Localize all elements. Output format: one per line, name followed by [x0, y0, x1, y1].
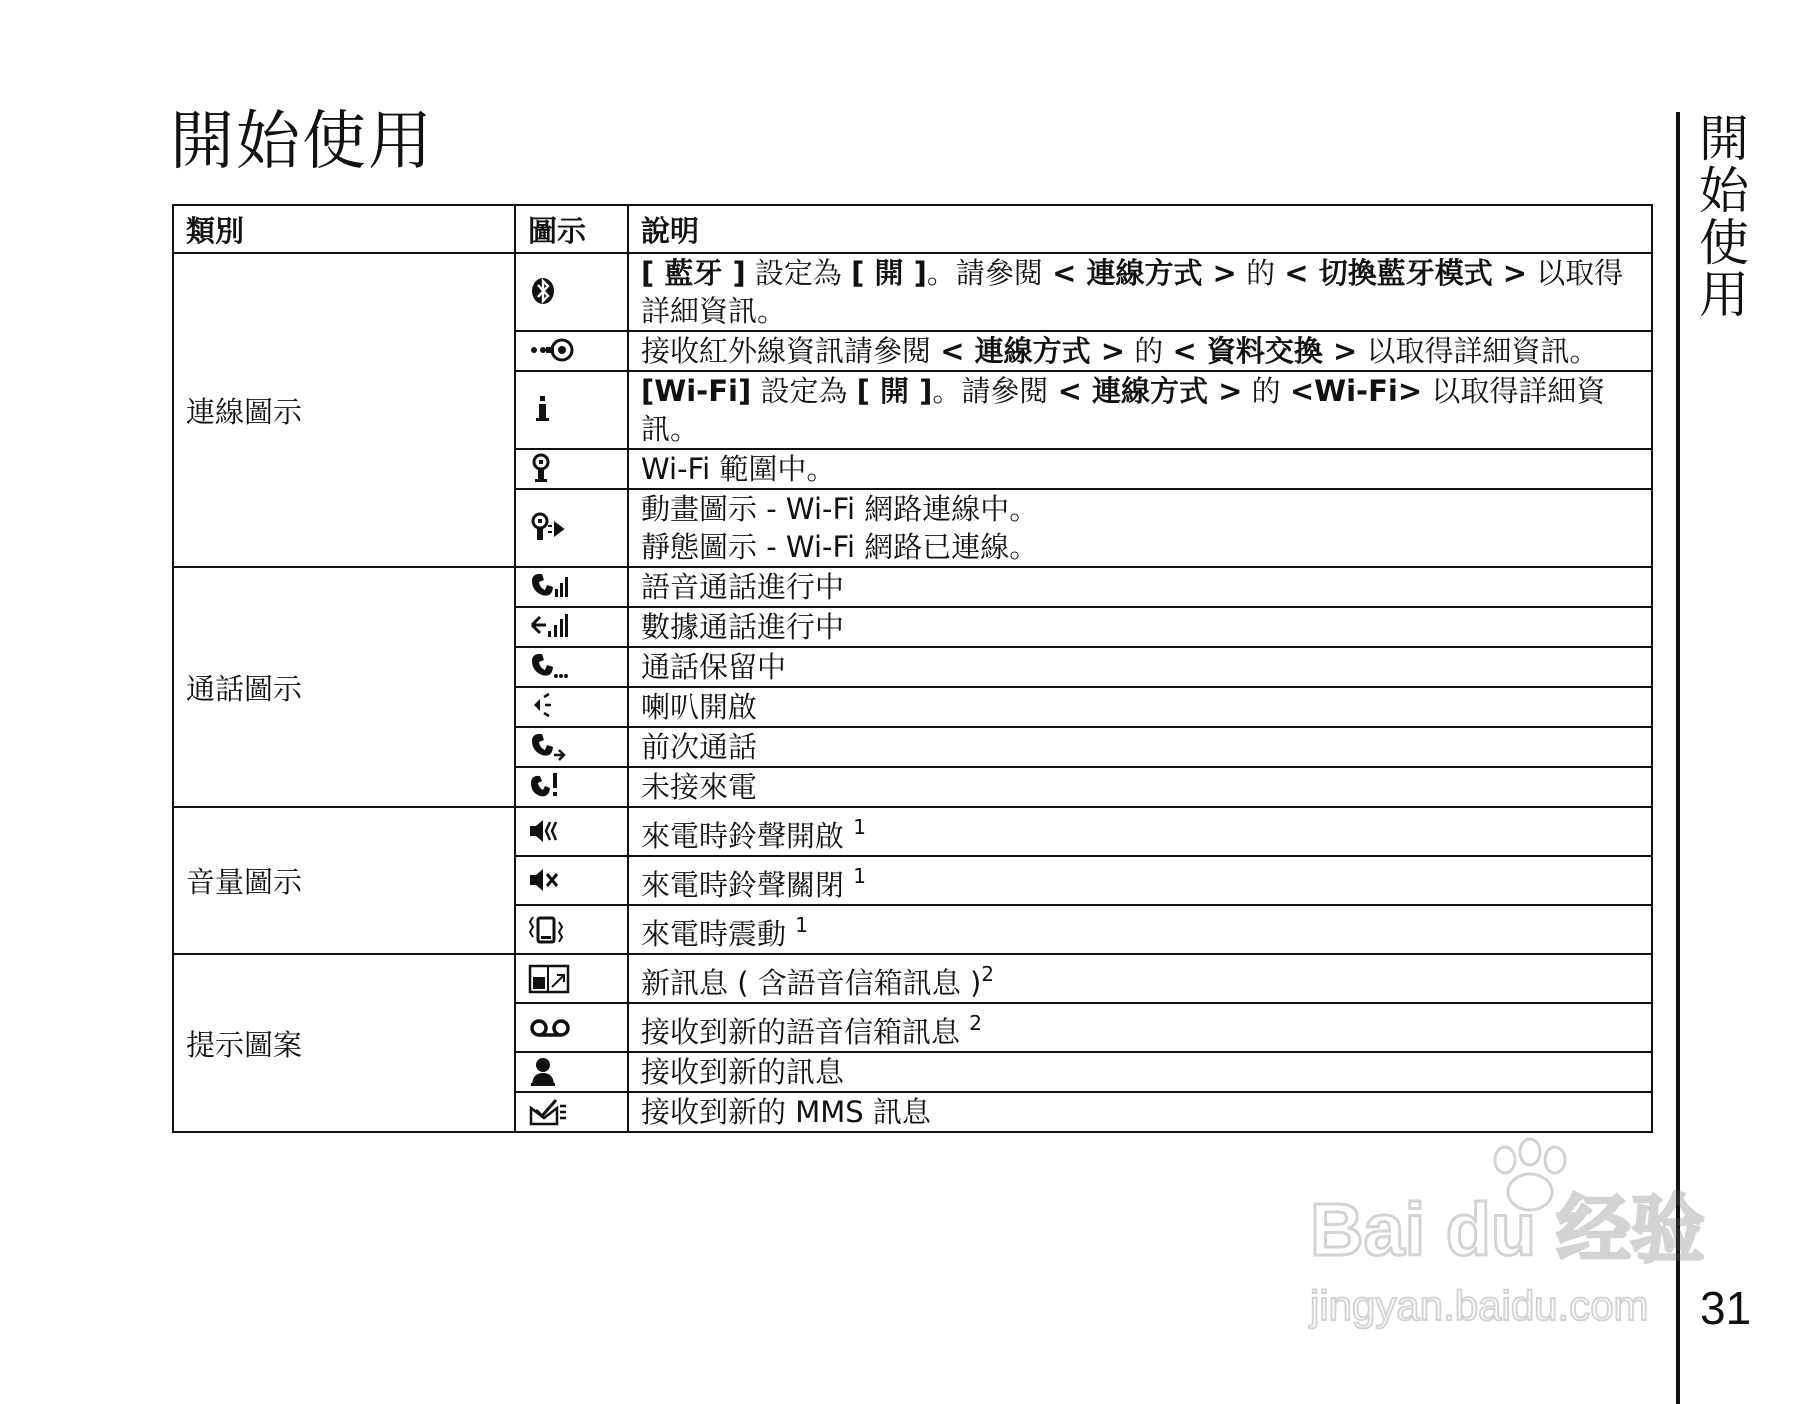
wifi-range-icon: [528, 453, 576, 487]
missed-call-icon: [528, 771, 576, 805]
icon-cell: [515, 647, 628, 687]
description-cell: [628, 449, 1652, 489]
speaker-on-icon: [528, 691, 576, 725]
category-cell: 連線圖示: [173, 253, 515, 567]
category-cell: 提示圖案: [173, 954, 515, 1132]
description-text: 來電時震動: [641, 917, 796, 951]
description-text: 喇叭開啟: [641, 690, 758, 724]
icon-cell: [515, 727, 628, 767]
description-keyword: [ 開 ]: [851, 256, 927, 290]
icon-cell: [515, 807, 628, 856]
call-hold-icon: [528, 651, 576, 685]
voice-call-icon: [528, 571, 576, 605]
icon-cell: [515, 253, 628, 331]
new-message-icon: [528, 963, 576, 997]
wifi-on-icon: [528, 394, 576, 428]
icon-cell: [515, 767, 628, 807]
description-cell: [628, 489, 1652, 567]
description-text: 接收紅外線資訊請參閱: [641, 334, 941, 368]
footnote-marker: 1: [853, 864, 866, 888]
footnote-marker: 2: [981, 962, 995, 986]
category-cell: 通話圖示: [173, 567, 515, 807]
header-icon: 圖示: [515, 205, 628, 253]
icon-cell: [515, 905, 628, 954]
description-text: 來電時鈴聲開啟: [641, 819, 854, 853]
bluetooth-icon: [528, 276, 576, 310]
description-keyword: <Wi-Fi>: [1289, 374, 1423, 408]
icon-cell: [515, 567, 628, 607]
icon-cell: [515, 1052, 628, 1092]
table-row: [173, 807, 1652, 856]
table-header-row: [173, 205, 1652, 253]
description-cell: [628, 1092, 1652, 1132]
page-title: 開始使用: [170, 105, 434, 179]
icon-cell: [515, 1003, 628, 1052]
description-text: 前次通話: [641, 730, 758, 764]
page-number: 31: [1700, 1282, 1752, 1334]
icon-cell: [515, 954, 628, 1003]
description-cell: [628, 1052, 1652, 1092]
description-line: 靜態圖示 - Wi-Fi 網路已連線。: [641, 530, 1039, 564]
description-keyword: [Wi-Fi]: [641, 374, 752, 408]
description-keyword: [ 開 ]: [856, 374, 933, 408]
icon-cell: [515, 856, 628, 905]
description-cell: [628, 1003, 1652, 1052]
description-keyword: < 資料交換 >: [1172, 334, 1358, 368]
description-keyword: < 連線方式 >: [940, 334, 1126, 368]
description-text: 新訊息 ( 含語音信箱訊息 ): [641, 966, 982, 1000]
description-text: 以取得詳細資訊。: [641, 374, 1606, 446]
description-cell: [628, 687, 1652, 727]
vibrate-icon: [528, 914, 576, 948]
icon-cell: [515, 371, 628, 449]
description-cell: [628, 856, 1652, 905]
icon-table: [172, 204, 1653, 1133]
description-text: 的: [1236, 256, 1285, 290]
description-cell: [628, 331, 1652, 371]
table-row: [173, 954, 1652, 1003]
description-keyword: < 連線方式 >: [1057, 374, 1243, 408]
person-icon: [528, 1056, 576, 1090]
mms-icon: [528, 1096, 576, 1130]
watermark-brand: Bai du 经验: [1310, 1188, 1705, 1271]
description-text: 的: [1242, 374, 1290, 408]
description-cell: [628, 954, 1652, 1003]
description-keyword: [ 藍牙 ]: [641, 256, 746, 290]
watermark-url: jingyan.baidu.com: [1310, 1282, 1649, 1329]
description-text: 。請參閱: [926, 256, 1053, 290]
baidu-watermark: [1290, 1130, 1710, 1340]
icon-cell: [515, 331, 628, 371]
description-text: 設定為: [745, 256, 852, 290]
table-row: [173, 253, 1652, 331]
description-cell: [628, 371, 1652, 449]
icon-cell: [515, 449, 628, 489]
data-call-icon: [528, 611, 576, 645]
description-text: 語音通話進行中: [641, 570, 845, 604]
description-text: 。請參閱: [932, 374, 1058, 408]
description-text: 以取得詳細資訊。: [1357, 334, 1599, 368]
description-cell: [628, 607, 1652, 647]
call-forward-icon: [528, 731, 576, 765]
description-text: 未接來電: [641, 770, 758, 804]
description-keyword: < 連線方式 >: [1052, 256, 1237, 290]
description-text: 通話保留中: [641, 650, 787, 684]
footnote-marker: 1: [795, 913, 808, 937]
category-cell: 音量圖示: [173, 807, 515, 954]
icon-cell: [515, 489, 628, 567]
description-line: 動畫圖示 - Wi-Fi 網路連線中。: [641, 492, 1039, 526]
table-row: [173, 567, 1652, 607]
header-category: 類別: [173, 205, 515, 253]
ringer-on-icon: [528, 816, 576, 850]
wifi-connecting-icon: [528, 512, 576, 546]
description-cell: [628, 727, 1652, 767]
description-cell: [628, 647, 1652, 687]
description-text: 數據通話進行中: [641, 610, 845, 644]
description-text: 接收到新的 MMS 訊息: [641, 1095, 931, 1129]
description-keyword: < 切換藍牙模式 >: [1284, 256, 1528, 290]
icon-cell: [515, 1092, 628, 1132]
icon-cell: [515, 687, 628, 727]
voicemail-icon: [528, 1012, 576, 1046]
side-rule: [1676, 112, 1680, 1404]
description-cell: [628, 767, 1652, 807]
description-text: 以取得詳細資訊。: [641, 256, 1624, 328]
description-cell: [628, 567, 1652, 607]
header-description: 說明: [628, 205, 1652, 253]
description-text: 接收到新的訊息: [641, 1055, 845, 1089]
description-text: 的: [1125, 334, 1173, 368]
infrared-icon: [528, 335, 576, 369]
description-text: 設定為: [751, 374, 857, 408]
ringer-off-icon: [528, 865, 576, 899]
description-text: 接收到新的語音信箱訊息: [641, 1015, 970, 1049]
description-cell: [628, 905, 1652, 954]
description-cell: [628, 253, 1652, 331]
description-text: 來電時鈴聲關閉: [641, 868, 854, 902]
description-text: Wi-Fi 範圍中。: [641, 452, 836, 486]
footnote-marker: 1: [853, 815, 866, 839]
footnote-marker: 2: [969, 1011, 982, 1035]
side-section-title: 開始使用: [1691, 112, 1749, 320]
description-cell: [628, 807, 1652, 856]
icon-cell: [515, 607, 628, 647]
